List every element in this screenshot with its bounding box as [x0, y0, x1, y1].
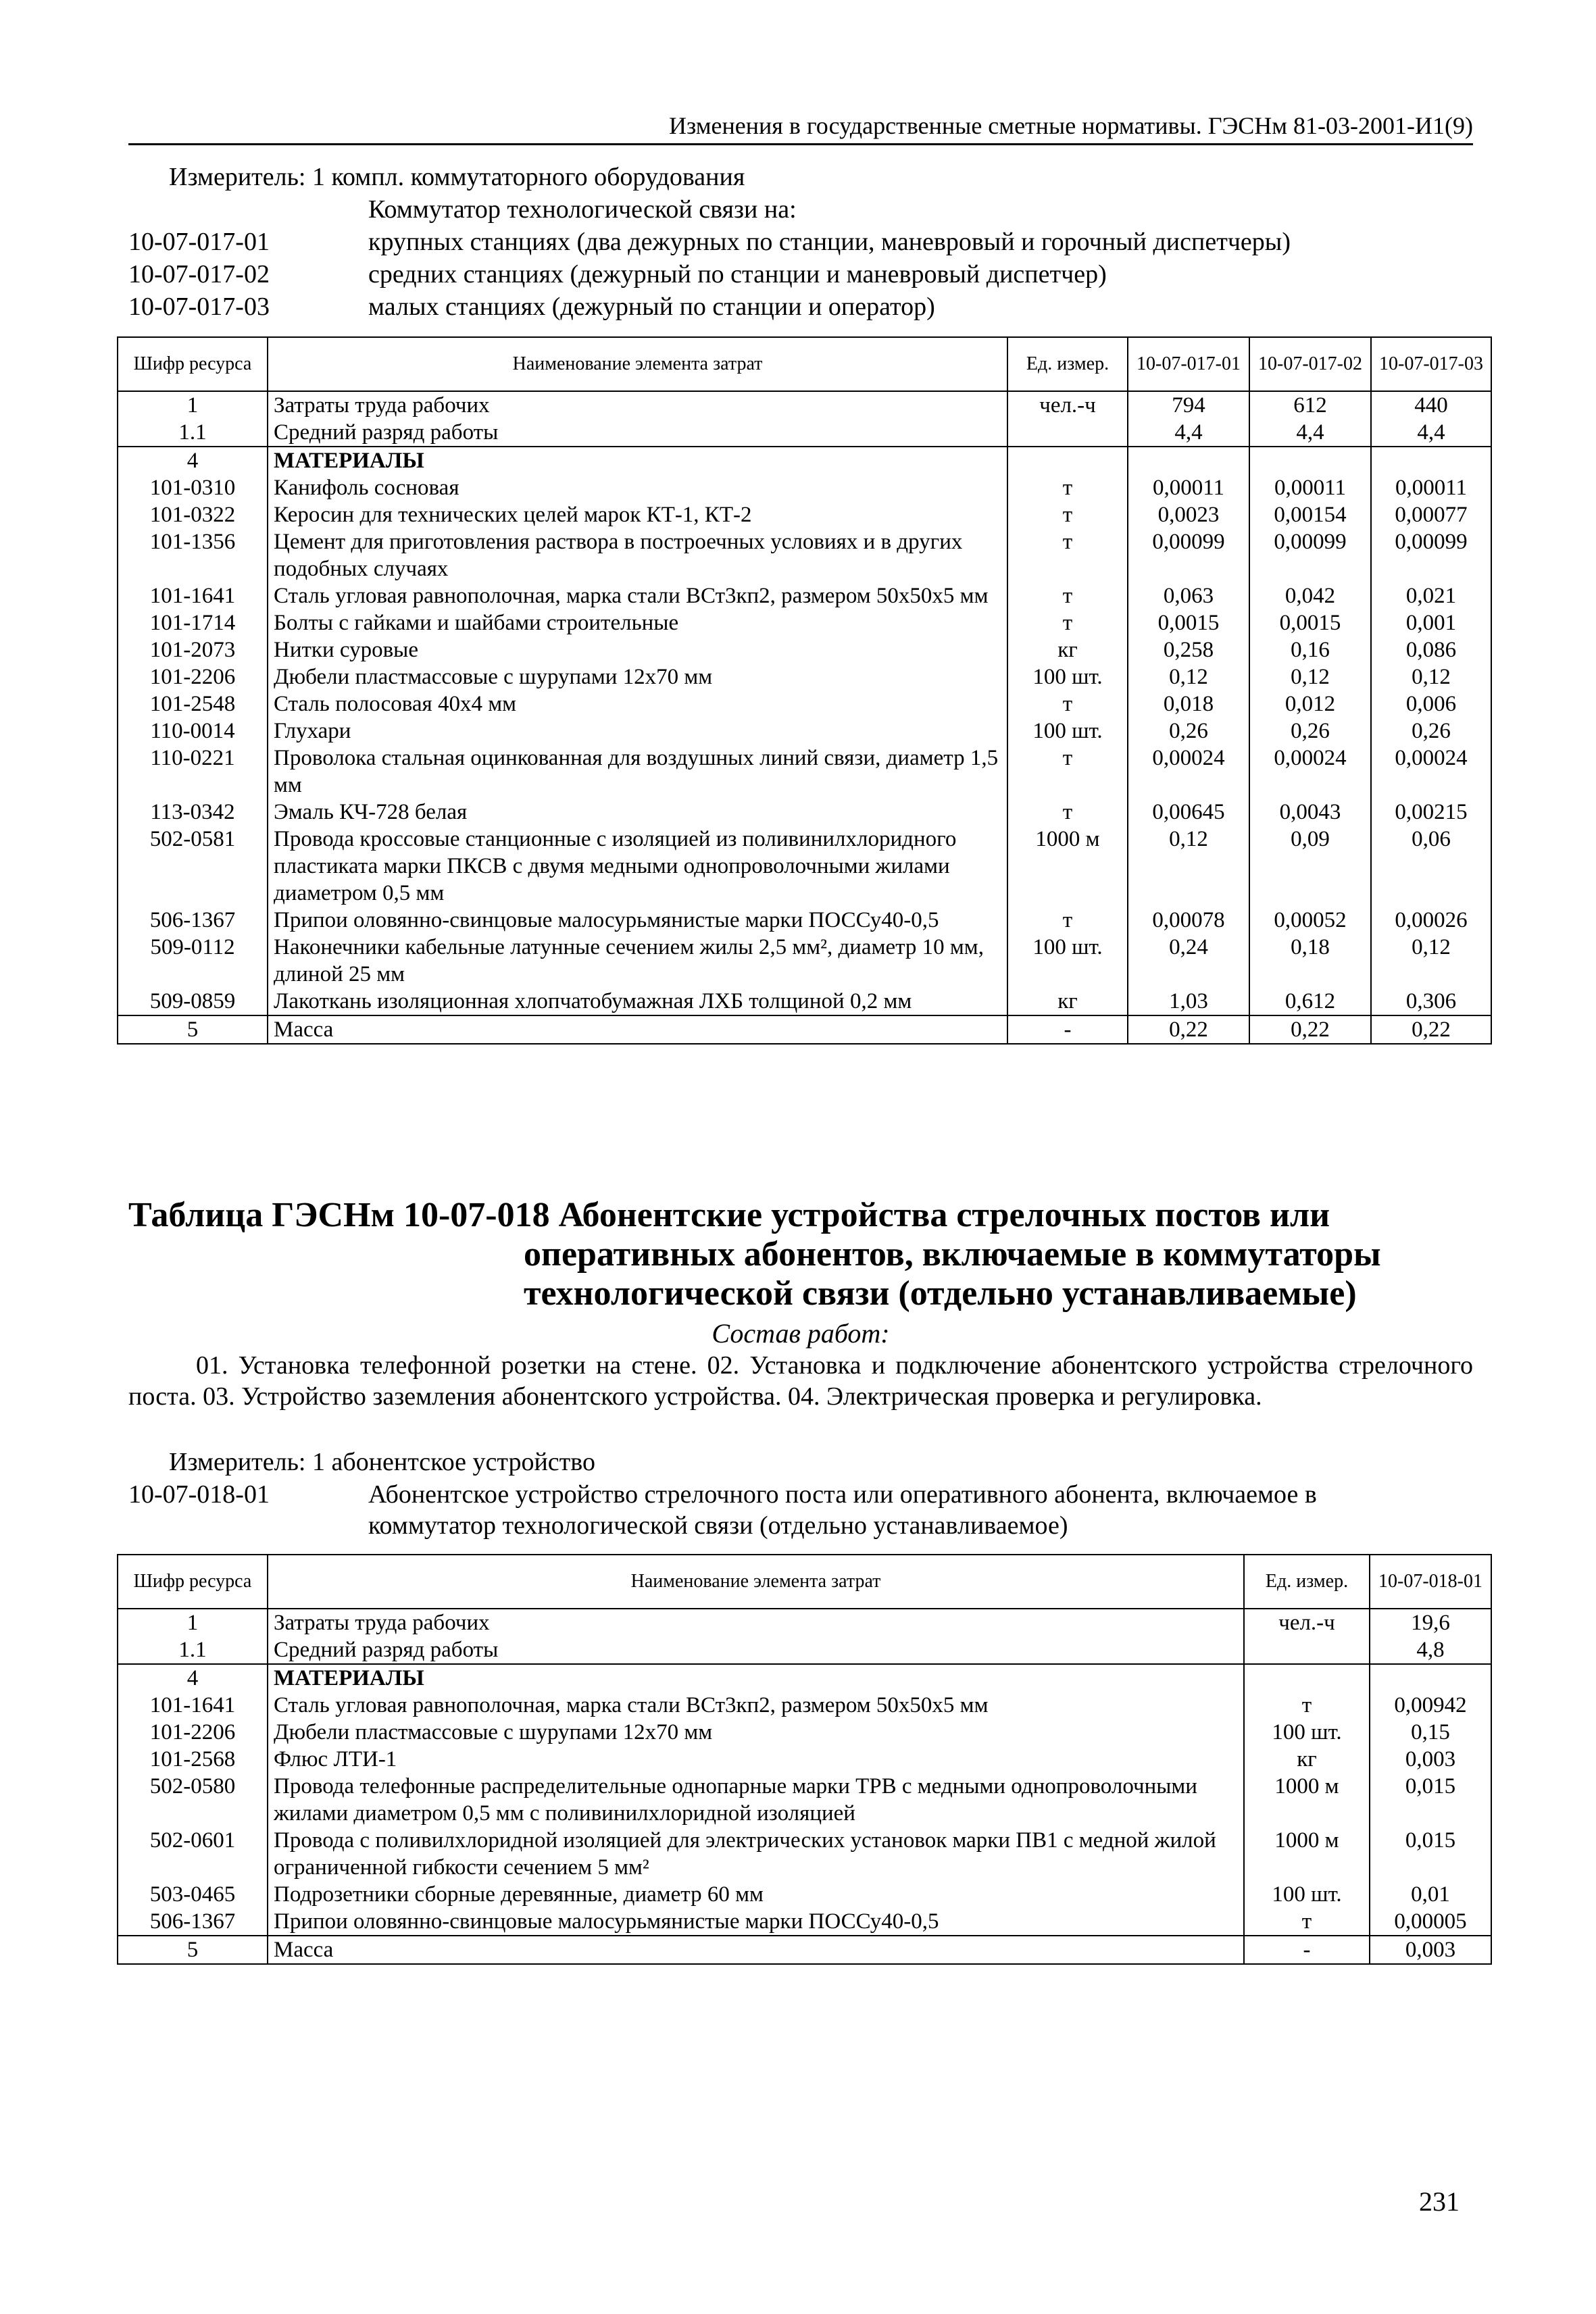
norm-value: 0,26 [1249, 718, 1371, 745]
table-row [118, 745, 1491, 799]
norm-value: 19,6 [1370, 1609, 1491, 1636]
resource-code: 5 [118, 1015, 268, 1044]
norm-value: 0,22 [1249, 1015, 1371, 1044]
item-text: крупных станциях (два дежурных по станции, маневровый и горочный диспетчеры) [368, 228, 1291, 256]
norm-value: 0,00099 [1249, 528, 1371, 582]
unit-of-measure: 1000 м [1244, 1827, 1370, 1881]
table-row [118, 1609, 1491, 1636]
title-line: оперативных абонентов, включаемые в коммутаторы [524, 1235, 1381, 1274]
header-code: Шифр ресурса [118, 1555, 268, 1609]
item-text: средних станциях (дежурный по станции и маневровый диспетчер) [368, 260, 1107, 288]
norm-value: 0,0015 [1249, 609, 1371, 636]
cost-item-name: Дюбели пластмассовые с шурупами 12х70 мм [268, 663, 1007, 690]
norm-value: 0,006 [1371, 690, 1491, 718]
norm-value: 0,00024 [1249, 745, 1371, 799]
norm-value: 440 [1371, 391, 1491, 419]
resource-code: 502-0580 [118, 1773, 268, 1827]
item-code: 10-07-017-02 [128, 260, 270, 288]
meter-1: Измеритель: 1 компл. коммутаторного оборудования [169, 163, 745, 191]
norm-value: 0,306 [1371, 988, 1491, 1015]
resource-code: 110-0221 [118, 745, 268, 799]
unit-of-measure: кг [1007, 636, 1128, 663]
cost-item-name: Наконечники кабельные латунные сечением жилы 2,5 мм², диаметр 10 мм, длиной 25 мм [268, 934, 1007, 988]
norm-value: 0,00011 [1249, 474, 1371, 501]
norm-value: 0,26 [1128, 718, 1249, 745]
header-unit: Ед. измер. [1007, 337, 1128, 391]
resource-code: 101-1641 [118, 1692, 268, 1719]
table-row [118, 690, 1491, 718]
norm-value: 0,00099 [1371, 528, 1491, 582]
unit-of-measure: т [1007, 609, 1128, 636]
item-text: коммутатор технологической связи (отдельно устанавливаемое) [368, 1511, 1068, 1540]
cost-item-name: МАТЕРИАЛЫ [268, 447, 1007, 474]
unit-of-measure: т [1007, 474, 1128, 501]
table-row [118, 636, 1491, 663]
resource-code: 101-1641 [118, 582, 268, 609]
resource-code: 5 [118, 1936, 268, 1964]
cost-item-name: Керосин для технических целей марок КТ-1, КТ-2 [268, 501, 1007, 528]
table-row [118, 1746, 1491, 1773]
resource-code: 113-0342 [118, 799, 268, 826]
cost-item-name: Припои оловянно-свинцовые малосурьмянистые марки ПОССу40-0,5 [268, 907, 1007, 934]
norm-value: 0,00052 [1249, 907, 1371, 934]
table-row [118, 391, 1491, 419]
norm-value: 4,4 [1249, 419, 1371, 447]
unit-of-measure: т [1007, 799, 1128, 826]
cost-item-name: Цемент для приготовления раствора в построечных условиях и в других подобных случаях [268, 528, 1007, 582]
header-col: 10-07-018-01 [1370, 1555, 1491, 1609]
unit-of-measure: 100 шт. [1244, 1719, 1370, 1746]
cost-item-name: Болты с гайками и шайбами строительные [268, 609, 1007, 636]
resource-code: 101-2073 [118, 636, 268, 663]
norm-value: 0,015 [1370, 1827, 1491, 1881]
norm-value: 0,00005 [1370, 1908, 1491, 1936]
norm-value: 0,018 [1128, 690, 1249, 718]
cost-item-name: Флюс ЛТИ-1 [268, 1746, 1244, 1773]
norm-value: 0,00011 [1371, 474, 1491, 501]
cost-item-name: Проволока стальная оцинкованная для воздушных линий связи, диаметр 1,5 мм [268, 745, 1007, 799]
table-row [118, 1908, 1491, 1936]
norm-value: 0,15 [1370, 1719, 1491, 1746]
unit-of-measure: 1000 м [1244, 1773, 1370, 1827]
cost-item-name: Провода кроссовые станционные с изоляцией из поливинилхлоридного пластиката марки ПКСВ с двумя медными однопроволочными жилами диаметром 0,5 мм [268, 826, 1007, 907]
cost-item-name: Провода телефонные распределительные однопарные марки ТРВ с медными однопроволочными жилами диаметром 0,5 мм с поливинилхлоридной изоляцией [268, 1773, 1244, 1827]
norm-value [1371, 447, 1491, 474]
resource-code: 1.1 [118, 1636, 268, 1664]
unit-of-measure: т [1007, 690, 1128, 718]
resource-code: 101-0310 [118, 474, 268, 501]
norm-value: 0,00024 [1371, 745, 1491, 799]
resource-code: 101-2548 [118, 690, 268, 718]
resource-code: 503-0465 [118, 1881, 268, 1908]
cost-item-name: Лакоткань изоляционная хлопчатобумажная ЛХБ толщиной 0,2 мм [268, 988, 1007, 1015]
cost-item-name: Провода с поливилхлоридной изоляцией для электрических установок марки ПВ1 с медной жилой ограниченной гибкости сечением 5 мм² [268, 1827, 1244, 1881]
table-row [118, 1881, 1491, 1908]
unit-of-measure: чел.-ч [1007, 391, 1128, 419]
unit-of-measure: т [1244, 1692, 1370, 1719]
unit-of-measure: т [1007, 745, 1128, 799]
resource-code: 1 [118, 1609, 268, 1636]
cost-item-name: Масса [268, 1015, 1007, 1044]
norm-value [1128, 447, 1249, 474]
unit-of-measure [1007, 419, 1128, 447]
table-row [118, 528, 1491, 582]
norm-value: 0,00154 [1249, 501, 1371, 528]
norm-value: 1,03 [1128, 988, 1249, 1015]
table-row [118, 1015, 1491, 1044]
norm-value: 0,258 [1128, 636, 1249, 663]
norm-value: 0,003 [1370, 1746, 1491, 1773]
norm-value: 0,00011 [1128, 474, 1249, 501]
resource-code: 4 [118, 447, 268, 474]
norm-value: 0,26 [1371, 718, 1491, 745]
norm-value: 0,12 [1128, 663, 1249, 690]
norm-value: 612 [1249, 391, 1371, 419]
table-row [118, 1719, 1491, 1746]
unit-of-measure: - [1244, 1936, 1370, 1964]
table-row [118, 1936, 1491, 1964]
resource-code: 110-0014 [118, 718, 268, 745]
norm-value: 4,4 [1371, 419, 1491, 447]
norm-value: 4,8 [1370, 1636, 1491, 1664]
resource-code: 4 [118, 1664, 268, 1692]
norm-value: 0,042 [1249, 582, 1371, 609]
table-row [118, 663, 1491, 690]
title-line: Таблица ГЭСНм 10-07-018 Абонентские устройства стрелочных постов или [128, 1196, 1330, 1234]
norm-value: 0,012 [1249, 690, 1371, 718]
resource-code: 101-1714 [118, 609, 268, 636]
resource-code: 506-1367 [118, 907, 268, 934]
table-row [118, 1636, 1491, 1664]
norm-value: 0,612 [1249, 988, 1371, 1015]
unit-of-measure: т [1007, 528, 1128, 582]
cost-item-name: Затраты труда рабочих [268, 391, 1007, 419]
norm-value: 0,0015 [1128, 609, 1249, 636]
cost-item-name: Эмаль КЧ-728 белая [268, 799, 1007, 826]
table-row [118, 419, 1491, 447]
norm-value: 0,00099 [1128, 528, 1249, 582]
resource-code: 509-0112 [118, 934, 268, 988]
table-row [118, 907, 1491, 934]
norm-value: 0,021 [1371, 582, 1491, 609]
cost-item-name: Дюбели пластмассовые с шурупами 12х70 мм [268, 1719, 1244, 1746]
table-row [118, 1773, 1491, 1827]
unit-of-measure [1244, 1664, 1370, 1692]
works-heading: Состав работ: [712, 1318, 890, 1349]
table-row [118, 474, 1491, 501]
resource-code: 101-2568 [118, 1746, 268, 1773]
cost-item-name: Средний разряд работы [268, 419, 1007, 447]
norm-value: 0,00077 [1371, 501, 1491, 528]
resource-code: 506-1367 [118, 1908, 268, 1936]
cost-item-name: Нитки суровые [268, 636, 1007, 663]
unit-of-measure: 1000 м [1007, 826, 1128, 907]
resource-code: 101-0322 [118, 501, 268, 528]
resource-code: 502-0581 [118, 826, 268, 907]
unit-of-measure: т [1244, 1908, 1370, 1936]
resource-code: 101-2206 [118, 1719, 268, 1746]
unit-of-measure: 100 шт. [1244, 1881, 1370, 1908]
table-row [118, 501, 1491, 528]
item-text: малых станциях (дежурный по станции и оператор) [368, 293, 935, 321]
norm-value: 0,01 [1370, 1881, 1491, 1908]
resource-code: 101-2206 [118, 663, 268, 690]
cost-item-name: Сталь угловая равнополочная, марка стали ВСт3кп2, размером 50х50х5 мм [268, 1692, 1244, 1719]
unit-of-measure: кг [1244, 1746, 1370, 1773]
norm-value: 0,00024 [1128, 745, 1249, 799]
cost-item-name: МАТЕРИАЛЫ [268, 1664, 1244, 1692]
norm-value: 0,0043 [1249, 799, 1371, 826]
resource-code: 1.1 [118, 419, 268, 447]
item-code: 10-07-018-01 [128, 1480, 270, 1509]
unit-of-measure: т [1007, 907, 1128, 934]
resource-code: 509-0859 [118, 988, 268, 1015]
header-code: Шифр ресурса [118, 337, 268, 391]
unit-of-measure [1007, 447, 1128, 474]
resource-table-2 [117, 1554, 1492, 1965]
norm-value: 0,00942 [1370, 1692, 1491, 1719]
resource-code: 101-1356 [118, 528, 268, 582]
resource-table-1 [117, 336, 1492, 1045]
norm-value: 0,00078 [1128, 907, 1249, 934]
resource-code: 502-0601 [118, 1827, 268, 1881]
norm-value: 0,22 [1371, 1015, 1491, 1044]
item-code: 10-07-017-03 [128, 293, 270, 321]
cost-item-name: Затраты труда рабочих [268, 1609, 1244, 1636]
norm-value: 0,16 [1249, 636, 1371, 663]
table-row [118, 1664, 1491, 1692]
item-code: 10-07-017-01 [128, 228, 270, 256]
unit-of-measure: 100 шт. [1007, 718, 1128, 745]
meter-2: Измеритель: 1 абонентское устройство [169, 1448, 595, 1476]
table-row [118, 799, 1491, 826]
unit-of-measure: т [1007, 501, 1128, 528]
unit-of-measure: кг [1007, 988, 1128, 1015]
subhead-1: Коммутатор технологической связи на: [368, 195, 797, 224]
header-col: 10-07-017-02 [1249, 337, 1371, 391]
unit-of-measure [1244, 1636, 1370, 1664]
works-description: 01. Установка телефонной розетки на стене. 02. Установка и подключение абонентского устройства стрелочного поста. 03. Устройство заземления абонентского устройства. 04. Электрическая проверка и регулировка. [128, 1351, 1473, 1411]
unit-of-measure: 100 шт. [1007, 663, 1128, 690]
unit-of-measure: т [1007, 582, 1128, 609]
cost-item-name: Подрозетники сборные деревянные, диаметр 60 мм [268, 1881, 1244, 1908]
norm-value: 0,22 [1128, 1015, 1249, 1044]
cost-item-name: Припои оловянно-свинцовые малосурьмянистые марки ПОССу40-0,5 [268, 1908, 1244, 1936]
norm-value: 0,18 [1249, 934, 1371, 988]
norm-value: 0,24 [1128, 934, 1249, 988]
unit-of-measure: - [1007, 1015, 1128, 1044]
table-row [118, 447, 1491, 474]
cost-item-name: Глухари [268, 718, 1007, 745]
norm-value: 0,12 [1371, 663, 1491, 690]
norm-value: 0,086 [1371, 636, 1491, 663]
norm-value: 0,015 [1370, 1773, 1491, 1827]
unit-of-measure: 100 шт. [1007, 934, 1128, 988]
header-name: Наименование элемента затрат [268, 337, 1007, 391]
norm-value: 0,00215 [1371, 799, 1491, 826]
norm-value [1249, 447, 1371, 474]
header-unit: Ед. измер. [1244, 1555, 1370, 1609]
norm-value: 0,12 [1371, 934, 1491, 988]
norm-value: 0,12 [1128, 826, 1249, 907]
table-row [118, 934, 1491, 988]
table-row [118, 1827, 1491, 1881]
header-col: 10-07-017-01 [1128, 337, 1249, 391]
running-header: Изменения в государственные сметные нормативы. ГЭСНм 81-03-2001-И1(9) [128, 108, 1473, 145]
page-number: 231 [1419, 2186, 1460, 2217]
table-title [128, 1196, 1473, 1313]
norm-value: 0,0023 [1128, 501, 1249, 528]
table-row [118, 718, 1491, 745]
norm-value: 0,00026 [1371, 907, 1491, 934]
cost-item-name: Масса [268, 1936, 1244, 1964]
item-text: Абонентское устройство стрелочного поста или оперативного абонента, включаемое в [368, 1480, 1317, 1509]
norm-value: 0,001 [1371, 609, 1491, 636]
cost-item-name: Сталь полосовая 40х4 мм [268, 690, 1007, 718]
resource-code: 1 [118, 391, 268, 419]
title-line: технологической связи (отдельно устанавливаемые) [524, 1274, 1357, 1313]
norm-value: 0,003 [1370, 1936, 1491, 1964]
cost-item-name: Средний разряд работы [268, 1636, 1244, 1664]
table-row [118, 1692, 1491, 1719]
unit-of-measure: чел.-ч [1244, 1609, 1370, 1636]
norm-value: 0,063 [1128, 582, 1249, 609]
cost-item-name: Сталь угловая равнополочная, марка стали ВСт3кп2, размером 50х50х5 мм [268, 582, 1007, 609]
table-row [118, 609, 1491, 636]
norm-value: 794 [1128, 391, 1249, 419]
table-row [118, 988, 1491, 1015]
norm-value: 4,4 [1128, 419, 1249, 447]
header-col: 10-07-017-03 [1371, 337, 1491, 391]
header-name: Наименование элемента затрат [268, 1555, 1244, 1609]
norm-value: 0,09 [1249, 826, 1371, 907]
norm-value: 0,12 [1249, 663, 1371, 690]
norm-value [1370, 1664, 1491, 1692]
cost-item-name: Канифоль сосновая [268, 474, 1007, 501]
table-row [118, 582, 1491, 609]
norm-value: 0,00645 [1128, 799, 1249, 826]
norm-value: 0,06 [1371, 826, 1491, 907]
table-row [118, 826, 1491, 907]
